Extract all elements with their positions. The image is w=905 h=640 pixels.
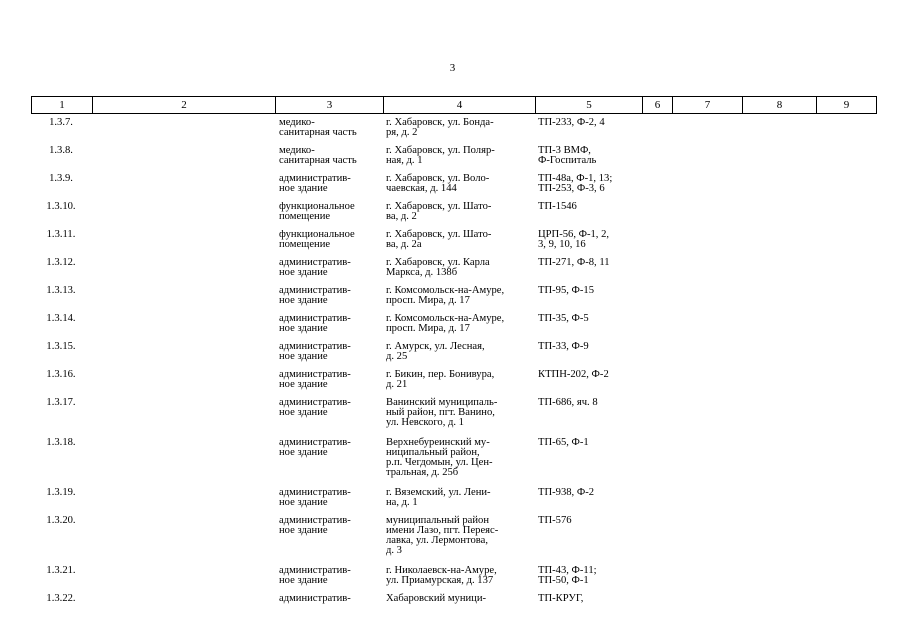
row-number: 1.3.19. — [46, 487, 76, 498]
power-source — [538, 438, 646, 448]
object-type — [279, 342, 383, 362]
object-type-line: ное здание — [279, 447, 328, 458]
object-type — [279, 594, 383, 604]
object-type-line: ное здание — [279, 575, 328, 586]
row-number: 1.3.21. — [46, 565, 76, 576]
object-type-line: ное здание — [279, 407, 328, 418]
object-type — [279, 370, 383, 390]
object-address — [386, 398, 536, 428]
object-type-line: ное здание — [279, 497, 328, 508]
object-address-line: г. Хабаровск, ул. Воло- — [386, 173, 490, 184]
column-header-9: 9 — [817, 97, 877, 113]
object-type — [279, 314, 383, 334]
row-number: 1.3.11. — [46, 229, 76, 240]
object-address-line: Хабаровский муници- — [386, 593, 487, 604]
object-address-line: г. Бикин, пер. Бонивура, — [386, 369, 495, 380]
power-source — [538, 370, 646, 380]
object-type-line: административ- — [279, 397, 351, 408]
object-type-line: административ- — [279, 173, 351, 184]
power-source — [538, 146, 646, 166]
object-type-line: административ- — [279, 341, 351, 352]
row-number: 1.3.17. — [46, 397, 76, 408]
object-address-line: ная, д. 1 — [386, 155, 423, 166]
power-source-line: ТП-50, Ф-1 — [538, 575, 589, 586]
object-type — [279, 230, 383, 250]
object-type-line: административ- — [279, 487, 351, 498]
power-source-line: ТП-271, Ф-8, 11 — [538, 257, 610, 268]
object-address — [386, 566, 536, 586]
object-type-line: ное здание — [279, 183, 328, 194]
power-source — [538, 566, 646, 586]
object-address-line: д. 3 — [386, 545, 402, 556]
object-address-line: р.п. Чегдомын, ул. Цен- — [386, 457, 493, 468]
object-type-line: ное здание — [279, 351, 328, 362]
column-header-5: 5 — [536, 97, 643, 113]
object-type-line: помещение — [279, 239, 331, 250]
row-number: 1.3.16. — [46, 369, 76, 380]
power-source-line: КТПН-202, Ф-2 — [538, 369, 609, 380]
object-address-line: ва, д. 2 — [386, 211, 417, 222]
object-address-line: Маркса, д. 138б — [386, 267, 458, 278]
object-address-line: чаевская, д. 144 — [386, 183, 457, 194]
object-type-line: административ- — [279, 257, 351, 268]
object-address — [386, 174, 536, 194]
power-source — [538, 398, 646, 408]
power-source-line: ТП-33, Ф-9 — [538, 341, 589, 352]
object-type — [279, 566, 383, 586]
column-header-1: 1 — [32, 97, 93, 113]
row-number: 1.3.15. — [46, 341, 76, 352]
object-address — [386, 146, 536, 166]
object-type-line: медико- — [279, 145, 315, 156]
power-source — [538, 230, 646, 250]
object-address — [386, 594, 536, 604]
object-type — [279, 488, 383, 508]
object-type — [279, 174, 383, 194]
object-type-line: административ- — [279, 285, 351, 296]
object-address-line: Ванинский муниципаль- — [386, 397, 498, 408]
object-type-line: функциональное — [279, 201, 355, 212]
power-source-line: ТП-48а, Ф-1, 13; — [538, 173, 613, 184]
table-header — [31, 96, 877, 114]
object-address — [386, 118, 536, 138]
object-type — [279, 118, 383, 138]
object-address — [386, 342, 536, 362]
object-address-line: г. Николаевск-на-Амуре, — [386, 565, 497, 576]
object-address-line: ва, д. 2а — [386, 239, 422, 250]
object-type-line: ное здание — [279, 379, 328, 390]
object-address — [386, 370, 536, 390]
object-address-line: г. Комсомольск-на-Амуре, — [386, 285, 505, 296]
power-source-line: ТП-1546 — [538, 201, 577, 212]
power-source — [538, 286, 646, 296]
power-source — [538, 202, 646, 212]
power-source-line: ТП-95, Ф-15 — [538, 285, 595, 296]
power-source — [538, 258, 646, 268]
power-source — [538, 516, 646, 526]
power-source-line: ТП-576 — [538, 515, 572, 526]
object-address-line: г. Комсомольск-на-Амуре, — [386, 313, 505, 324]
column-header-8: 8 — [743, 97, 817, 113]
object-type — [279, 286, 383, 306]
object-type-line: административ- — [279, 565, 351, 576]
object-address — [386, 202, 536, 222]
power-source — [538, 488, 646, 498]
power-source-line: ТП-253, Ф-3, 6 — [538, 183, 605, 194]
object-address — [386, 314, 536, 334]
object-address — [386, 516, 536, 556]
power-source — [538, 342, 646, 352]
object-address-line: г. Хабаровск, ул. Карла — [386, 257, 490, 268]
object-type — [279, 398, 383, 418]
object-address — [386, 488, 536, 508]
column-header-6: 6 — [643, 97, 673, 113]
object-address-line: г. Хабаровск, ул. Шато- — [386, 229, 492, 240]
object-type-line: административ- — [279, 369, 351, 380]
object-address-line: ниципальный район, — [386, 447, 480, 458]
object-type — [279, 146, 383, 166]
power-source — [538, 314, 646, 324]
power-source-line: 3, 9, 10, 16 — [538, 239, 586, 250]
column-header-3: 3 — [276, 97, 384, 113]
object-address-line: д. 25 — [386, 351, 408, 362]
object-type-line: ное здание — [279, 295, 328, 306]
power-source-line: ТП-233, Ф-2, 4 — [538, 117, 605, 128]
object-type-line: административ- — [279, 593, 351, 604]
row-number: 1.3.8. — [49, 145, 73, 156]
power-source-line: ТП-938, Ф-2 — [538, 487, 595, 498]
row-number: 1.3.20. — [46, 515, 76, 526]
row-number: 1.3.22. — [46, 593, 76, 604]
object-type-line: санитарная часть — [279, 155, 357, 166]
power-source-line: ТП-65, Ф-1 — [538, 437, 589, 448]
object-address-line: г. Вяземский, ул. Лени- — [386, 487, 491, 498]
object-type — [279, 516, 383, 536]
row-number: 1.3.13. — [46, 285, 76, 296]
power-source-line: ЦРП-56, Ф-1, 2, — [538, 229, 610, 240]
object-address-line: ул. Невского, д. 1 — [386, 417, 464, 428]
object-address-line: г. Амурск, ул. Лесная, — [386, 341, 485, 352]
object-address-line: муниципальный район — [386, 515, 489, 526]
object-address — [386, 230, 536, 250]
object-address-line: ул. Приамурская, д. 137 — [386, 575, 494, 586]
power-source-line: ТП-3 ВМФ, — [538, 145, 591, 156]
row-number: 1.3.10. — [46, 201, 76, 212]
row-number: 1.3.7. — [49, 117, 73, 128]
object-type-line: административ- — [279, 515, 351, 526]
object-type — [279, 438, 383, 458]
object-address-line: г. Хабаровск, ул. Шато- — [386, 201, 492, 212]
column-header-7: 7 — [673, 97, 743, 113]
row-number: 1.3.18. — [46, 437, 76, 448]
column-header-4: 4 — [384, 97, 536, 113]
power-source-line: ТП-43, Ф-11; — [538, 565, 597, 576]
object-address-line: г. Хабаровск, ул. Бонда- — [386, 117, 494, 128]
object-address-line: ный район, пгт. Ванино, — [386, 407, 495, 418]
object-type-line: ное здание — [279, 525, 328, 536]
object-type-line: медико- — [279, 117, 315, 128]
object-address-line: имени Лазо, пгт. Переяс- — [386, 525, 499, 536]
object-type-line: санитарная часть — [279, 127, 357, 138]
object-address-line: лавка, ул. Лермонтова, — [386, 535, 489, 546]
power-source-line: ТП-35, Ф-5 — [538, 313, 589, 324]
object-type-line: ное здание — [279, 267, 328, 278]
object-address-line: просп. Мира, д. 17 — [386, 323, 470, 334]
object-address-line: г. Хабаровск, ул. Поляр- — [386, 145, 495, 156]
object-address-line: просп. Мира, д. 17 — [386, 295, 470, 306]
object-address-line: д. 21 — [386, 379, 408, 390]
object-address-line: Верхнебуреинский му- — [386, 437, 490, 448]
column-header-2: 2 — [93, 97, 276, 113]
object-address — [386, 438, 536, 478]
row-number: 1.3.14. — [46, 313, 76, 324]
power-source-line: ТП-КРУГ, — [538, 593, 584, 604]
object-type — [279, 258, 383, 278]
row-number: 1.3.9. — [49, 173, 73, 184]
object-type-line: функциональное — [279, 229, 355, 240]
object-address-line: на, д. 1 — [386, 497, 418, 508]
page-number: 3 — [449, 62, 456, 74]
power-source — [538, 118, 646, 128]
power-source-line: ТП-686, яч. 8 — [538, 397, 598, 408]
row-number: 1.3.12. — [46, 257, 76, 268]
object-type-line: ное здание — [279, 323, 328, 334]
object-type-line: административ- — [279, 313, 351, 324]
power-source-line: Ф-Госпиталь — [538, 155, 597, 166]
object-address-line: ря, д. 2 — [386, 127, 418, 138]
power-source — [538, 594, 646, 604]
power-source — [538, 174, 646, 194]
object-address-line: тральная, д. 25б — [386, 467, 459, 478]
object-address — [386, 258, 536, 278]
object-address — [386, 286, 536, 306]
object-type-line: помещение — [279, 211, 331, 222]
object-type — [279, 202, 383, 222]
object-type-line: административ- — [279, 437, 351, 448]
